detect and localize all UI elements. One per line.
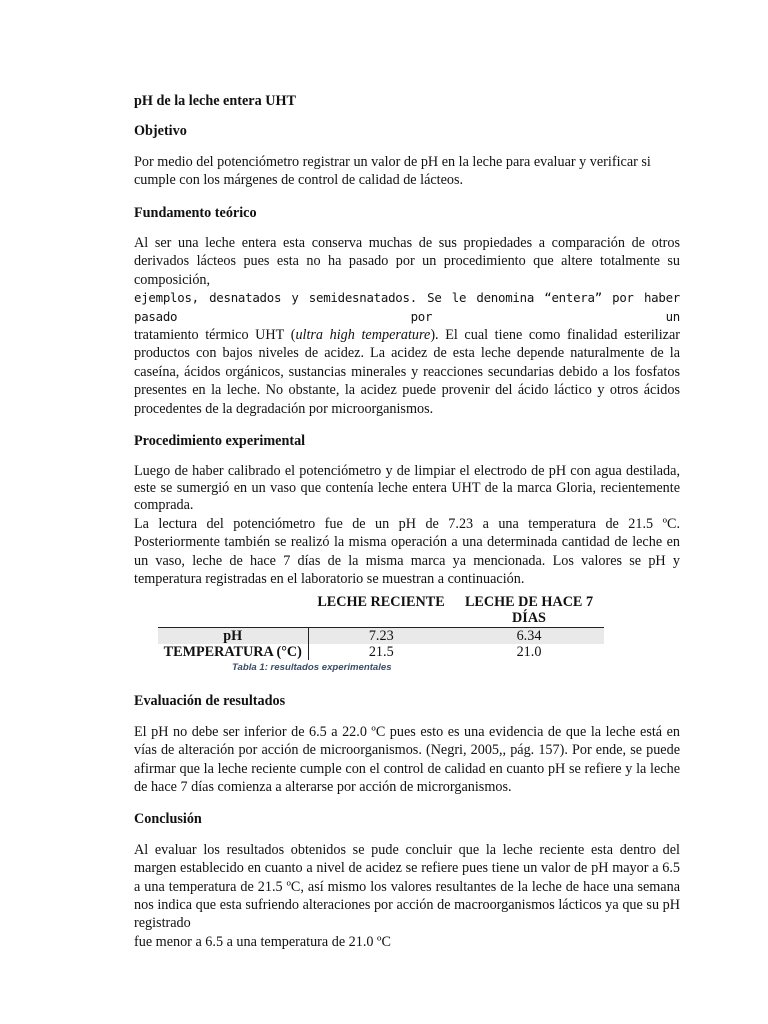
fundamento-uht-line xyxy=(134,326,680,344)
row-label-temperatura: TEMPERATURA (°C) xyxy=(163,644,302,661)
document-body xyxy=(134,92,680,951)
fundamento-intro: Al ser una leche entera esta conserva muchas de sus propiedades a comparación de otros derivados lácteos pues esta no ha pasado por un procedimiento que altere totalmente su composición, xyxy=(134,235,680,288)
procedimiento-heading: Procedimiento experimental xyxy=(134,433,306,450)
objetivo-heading: Objetivo xyxy=(134,123,187,140)
table-row xyxy=(158,628,604,645)
fundamento-italic: ultra high temperature xyxy=(295,327,431,344)
results-table xyxy=(158,594,604,660)
fundamento-post-italic: ). El cual tiene como finalidad esterilizar xyxy=(430,327,680,344)
conclusion-text-b: fue menor a 6.5 a una temperatura de 21.0 ºC xyxy=(134,933,391,950)
cell-temp-hace7: 21.0 xyxy=(516,644,542,661)
fundamento-mono-line: ejemplos, desnatados y semidesnatados. Se le denomina “entera” por haber pasado por un xyxy=(134,290,680,324)
results-table-header xyxy=(158,594,604,628)
document-title: pH de la leche entera UHT xyxy=(134,93,296,109)
fundamento-text xyxy=(134,234,680,418)
table-header-reciente: LECHE RECIENTE xyxy=(308,594,454,628)
table-header-empty xyxy=(158,594,308,628)
conclusion-heading: Conclusión xyxy=(134,811,202,828)
evaluacion-text: El pH no debe ser inferior de 6.5 a 22.0 ºC pues esto es una evidencia de que la leche está en vías de alteración por acción de microorganismos. (Negri, 2005,, pág. 157). Por ende, se puede afirmar que la leche reciente cumple con el control de calidad en cuanto pH se refiere y la leche de hace 7 días comienza a alterarse por acción de microrganismos. xyxy=(134,723,680,795)
procedimiento-text-a: Luego de haber calibrado el potenciómetro y de limpiar el electrodo de pH con agua destilada, este se sumergió en un vaso que contenía leche entera UHT de la marca Gloria, recientemente comprada. xyxy=(134,462,680,514)
table-row xyxy=(158,644,604,660)
fundamento-pre-italic: tratamiento térmico UHT ( xyxy=(134,327,296,344)
procedimiento-text-b: La lectura del potenciómetro fue de un pH de 7.23 a una temperatura de 21.5 ºC. Posteriormente también se realizó la misma operación a una determinada cantidad de leche en un vaso, leche de hace 7 días de la misma marca ya mencionada. Los valores se pH y temperatura registradas en el laboratorio se muestran a continuación. xyxy=(134,515,680,587)
row-label-ph: pH xyxy=(158,628,308,645)
table-header-hace7: LECHE DE HACE 7 DÍAS xyxy=(454,594,604,628)
conclusion-text xyxy=(134,841,680,951)
cell-ph-reciente: 7.23 xyxy=(308,628,454,645)
fundamento-heading: Fundamento teórico xyxy=(134,204,257,221)
objetivo-text: Por medio del potenciómetro registrar un valor de pH en la leche para evaluar y verificar si cumple con los márgenes de control de calidad de lácteos. xyxy=(134,153,651,189)
fundamento-rest: productos con bajos niveles de acidez. La acidez de esta leche depende naturalmente de la caseína, ácidos orgánicos, sustancias minerales y reacciones secundarias debido a los fosfatos presentes en la leche. No obstante, la acidez puede provenir del ácido láctico y otros ácidos procedentes de la degradación por microorganismos. xyxy=(134,345,680,417)
cell-temp-reciente: 21.5 xyxy=(308,644,454,660)
conclusion-text-a: Al evaluar los resultados obtenidos se pude concluir que la leche reciente esta dentro del margen establecido en cuanto a nivel de acidez se refiere pues tiene un valor de pH mayor a 6.5 a una temperatura de 21.5 ºC, así mismo los valores resultantes de la leche de hace una semana nos indica que esta sufriendo alteraciones por acción de macroorganismos lácticos ya que su pH registrado xyxy=(134,841,680,932)
table-caption: Tabla 1: resultados experimentales xyxy=(232,662,392,674)
cell-ph-hace7: 6.34 xyxy=(454,628,604,645)
evaluacion-heading: Evaluación de resultados xyxy=(134,693,286,710)
procedimiento-text xyxy=(134,463,680,589)
